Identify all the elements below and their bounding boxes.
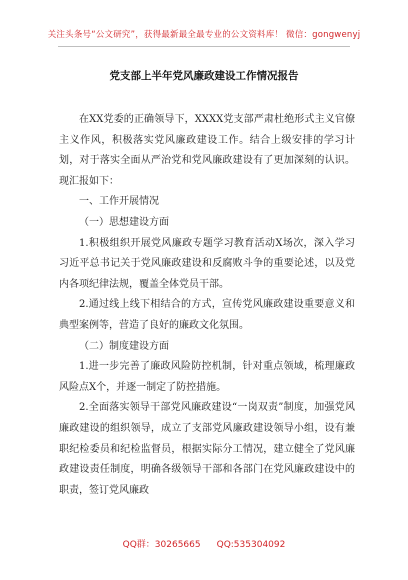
section-heading-work: 一、工作开展情况 [79,196,159,208]
paragraph-system-2: 2.全面落实领导干部党风廉政建设“一岗双责”制度，加强党风廉政建设的组织领导，成立了支部党风廉政建设领导小组，设有兼职纪检委员和纪检监督员，根据实际分工情况，建立健全了党风廉政建设责任制度，明确各级领导干部和各部门在党风廉政建设中的职责，签订党风廉政 [59,402,355,496]
subsection-heading-ideology: （一）思想建设方面 [79,216,169,228]
document-body [59,110,355,501]
paragraph-ideology-2: 2.通过线上线下相结合的方式，宣传党风廉政建设重要意义和典型案例等，营造了良好的廉政文化氛围。 [59,299,355,331]
document-title: 党支部上半年党风廉政建设工作情况报告 [109,70,299,82]
paragraph-ideology-1: 1.积极组织开展党风廉政专题学习教育活动X场次，深入学习习近平总书记关于党风廉政建设和反腐败斗争的重要论述，以及党内各项纪律法规，覆盖全体党员干部。 [59,237,355,290]
header-banner: 关注头条号“公文研究”，获得最新最全最专业的公文资料库！ 微信：gongwenyj [47,30,361,40]
footer-contacts [0,537,408,550]
header-divider [58,46,350,47]
footer-qq: QQ:535304092 [216,540,286,550]
paragraph-system-1: 1.进一步完善了廉政风险防控机制，针对重点领域，梳理廉政风险点X个，并逐一制定了防控措施。 [59,361,355,393]
subsection-heading-system: （二）制度建设方面 [79,340,169,352]
intro-paragraph: 在XX党委的正确领导下，XXXX党支部严肃杜绝形式主义官僚主义作风，积极落实党风廉政建设工作。结合上级安排的学习计划，对于落实全面从严治党和党风廉政建设有了更加深刻的认识。现汇报如下： [59,114,355,187]
footer-qq-group: QQ群：30265665 [122,540,201,550]
